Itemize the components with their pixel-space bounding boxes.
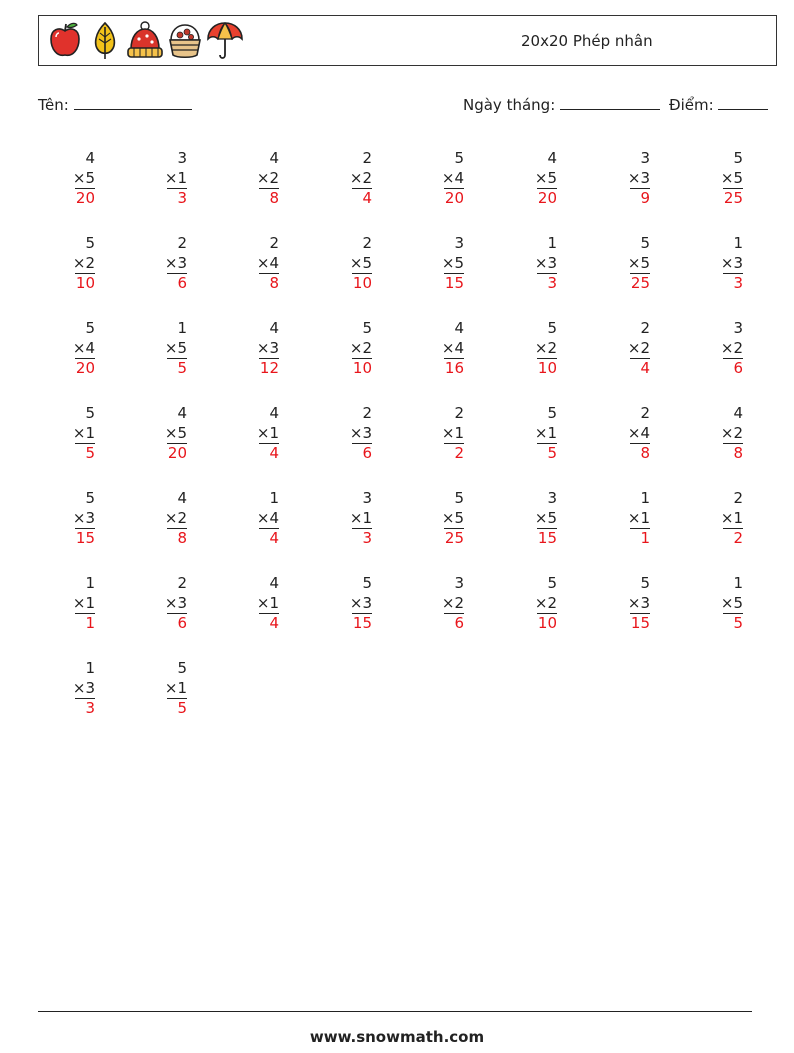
multiplicand: 2 [177,574,187,592]
multiplicand: 5 [733,149,743,167]
multiplicand: 2 [733,489,743,507]
product-answer: 3 [167,188,187,207]
multiplier: ×2 [349,168,372,187]
problem-item [517,404,557,462]
product-answer: 8 [259,273,279,292]
problem-item [55,404,95,462]
multiplicand: 5 [547,319,557,337]
multiplier: ×5 [534,168,557,187]
multiplicand: 3 [733,319,743,337]
multiplier: ×4 [256,253,279,272]
product-answer: 4 [259,613,279,632]
product-answer: 6 [723,358,743,377]
multiplier: ×2 [256,168,279,187]
multiplicand: 5 [640,234,650,252]
multiplier: ×2 [164,508,187,527]
multiplicand: 2 [362,149,372,167]
multiplicand: 1 [640,489,650,507]
multiplier: ×3 [164,593,187,612]
multiplicand: 2 [454,404,464,422]
multiplicand: 4 [547,149,557,167]
product-answer: 10 [352,359,372,377]
problem-item [55,319,95,377]
product-answer: 6 [167,613,187,632]
multiplicand: 4 [269,149,279,167]
multiplier: ×3 [72,678,95,697]
problem-item [55,659,95,717]
problem-item [610,489,650,547]
problem-item [424,489,464,547]
multiplier: ×1 [72,593,95,612]
multiplier: ×3 [627,593,650,612]
product-answer: 9 [630,188,650,207]
multiplicand: 5 [85,319,95,337]
problem-item [610,234,650,292]
multiplier: ×5 [72,168,95,187]
product-answer: 8 [723,443,743,462]
multiplier: ×4 [256,508,279,527]
product-answer: 2 [723,528,743,547]
product-answer: 10 [352,274,372,292]
product-answer: 5 [167,698,187,717]
multiplier: ×5 [720,593,743,612]
multiplier: ×1 [349,508,372,527]
problem-item [517,319,557,377]
multiplicand: 4 [454,319,464,337]
product-answer: 6 [167,273,187,292]
multiplier: ×1 [441,423,464,442]
multiplier: ×4 [441,338,464,357]
problem-item [424,319,464,377]
product-answer: 5 [537,443,557,462]
problem-item [55,234,95,292]
product-answer: 15 [630,614,650,632]
product-answer: 15 [444,274,464,292]
problem-item [239,319,279,377]
product-answer: 15 [537,529,557,547]
multiplicand: 2 [362,404,372,422]
multiplier: ×2 [720,423,743,442]
multiplier: ×3 [349,423,372,442]
multiplier: ×5 [720,168,743,187]
product-answer: 15 [352,614,372,632]
multiplier: ×2 [720,338,743,357]
multiplicand: 5 [454,149,464,167]
product-answer: 10 [537,359,557,377]
product-answer: 25 [723,189,743,207]
multiplicand: 5 [547,404,557,422]
multiplicand: 5 [85,234,95,252]
product-answer: 6 [352,443,372,462]
product-answer: 3 [537,273,557,292]
problem-item [239,489,279,547]
multiplicand: 1 [733,574,743,592]
product-answer: 25 [630,274,650,292]
product-answer: 4 [630,358,650,377]
multiplicand: 5 [177,659,187,677]
multiplier: ×4 [441,168,464,187]
product-answer: 8 [630,443,650,462]
multiplicand: 4 [269,574,279,592]
multiplicand: 1 [269,489,279,507]
product-answer: 1 [630,528,650,547]
multiplier: ×5 [164,338,187,357]
multiplicand: 4 [269,319,279,337]
problem-item [239,404,279,462]
multiplicand: 4 [177,404,187,422]
product-answer: 12 [259,359,279,377]
multiplier: ×5 [164,423,187,442]
product-answer: 3 [75,698,95,717]
multiplier: ×1 [627,508,650,527]
multiplier: ×3 [164,253,187,272]
multiplier: ×4 [72,338,95,357]
multiplicand: 5 [85,404,95,422]
problem-item [517,149,557,207]
multiplier: ×5 [349,253,372,272]
multiplicand: 2 [362,234,372,252]
multiplier: ×3 [349,593,372,612]
product-answer: 5 [167,358,187,377]
product-answer: 10 [75,274,95,292]
multiplicand: 2 [640,319,650,337]
problem-item [332,404,372,462]
footer-site[interactable]: www.snowmath.com [309,1028,485,1046]
problem-item [147,489,187,547]
product-answer: 2 [444,443,464,462]
product-answer: 16 [444,359,464,377]
multiplier: ×2 [349,338,372,357]
product-answer: 15 [75,529,95,547]
product-answer: 20 [167,444,187,462]
multiplier: ×3 [534,253,557,272]
problem-item [332,234,372,292]
date-label: Ngày tháng: [463,96,556,114]
problem-item [517,574,557,632]
problem-item [147,149,187,207]
multiplicand: 3 [454,234,464,252]
multiplicand: 1 [85,659,95,677]
problem-item [424,574,464,632]
multiplicand: 4 [177,489,187,507]
worksheet-title: 20x20 Phép nhân [521,32,653,50]
multiplicand: 1 [733,234,743,252]
multiplicand: 1 [85,574,95,592]
problem-item [147,404,187,462]
multiplicand: 5 [362,319,372,337]
multiplicand: 3 [640,149,650,167]
product-answer: 1 [75,613,95,632]
problem-item [610,404,650,462]
multiplier: ×1 [256,593,279,612]
problem-item [424,234,464,292]
product-answer: 4 [259,528,279,547]
problem-item [703,404,743,462]
multiplier: ×3 [72,508,95,527]
problem-item [332,149,372,207]
problem-item [424,149,464,207]
footer-divider [38,1011,752,1012]
product-answer: 5 [75,443,95,462]
multiplier: ×1 [164,168,187,187]
product-answer: 10 [537,614,557,632]
problem-item [703,234,743,292]
multiplier: ×1 [164,678,187,697]
problem-item [239,574,279,632]
product-answer: 4 [259,443,279,462]
problem-item [147,234,187,292]
problem-item [610,319,650,377]
problem-item [332,319,372,377]
product-answer: 20 [75,189,95,207]
product-answer: 20 [537,189,557,207]
problem-item [239,149,279,207]
multiplicand: 4 [85,149,95,167]
problem-item [55,574,95,632]
problem-item [703,574,743,632]
problem-item [517,489,557,547]
problem-item [55,489,95,547]
problem-item [147,319,187,377]
problem-item [424,404,464,462]
multiplicand: 2 [177,234,187,252]
product-answer: 8 [167,528,187,547]
problem-item [517,234,557,292]
multiplicand: 3 [454,574,464,592]
multiplicand: 5 [640,574,650,592]
problem-item [610,149,650,207]
multiplier: ×2 [627,338,650,357]
multiplier: ×3 [256,338,279,357]
multiplicand: 5 [454,489,464,507]
multiplicand: 1 [177,319,187,337]
product-answer: 5 [723,613,743,632]
multiplier: ×1 [256,423,279,442]
multiplier: ×4 [627,423,650,442]
multiplier: ×1 [72,423,95,442]
product-answer: 8 [259,188,279,207]
multiplier: ×1 [720,508,743,527]
multiplicand: 2 [640,404,650,422]
problem-item [332,489,372,547]
multiplicand: 3 [362,489,372,507]
multiplicand: 5 [547,574,557,592]
multiplicand: 4 [269,404,279,422]
multiplicand: 3 [177,149,187,167]
product-answer: 20 [75,359,95,377]
multiplicand: 3 [547,489,557,507]
problem-item [703,149,743,207]
multiplier: ×3 [627,168,650,187]
problem-item [332,574,372,632]
multiplier: ×3 [720,253,743,272]
multiplicand: 1 [547,234,557,252]
problem-item [147,659,187,717]
problem-item [147,574,187,632]
multiplicand: 2 [269,234,279,252]
multiplier: ×2 [441,593,464,612]
multiplier: ×5 [627,253,650,272]
problem-item [239,234,279,292]
multiplier: ×2 [534,338,557,357]
score-label: Điểm: [669,96,714,114]
multiplicand: 4 [733,404,743,422]
multiplicand: 5 [362,574,372,592]
product-answer: 3 [352,528,372,547]
name-label: Tên: [38,96,69,114]
multiplier: ×1 [534,423,557,442]
problem-item [703,489,743,547]
problem-item [55,149,95,207]
problem-item [610,574,650,632]
product-answer: 20 [444,189,464,207]
problem-item [703,319,743,377]
multiplier: ×2 [72,253,95,272]
multiplier: ×5 [441,508,464,527]
multiplier: ×2 [534,593,557,612]
product-answer: 6 [444,613,464,632]
product-answer: 3 [723,273,743,292]
product-answer: 4 [352,188,372,207]
multiplicand: 5 [85,489,95,507]
multiplier: ×5 [441,253,464,272]
product-answer: 25 [444,529,464,547]
multiplier: ×5 [534,508,557,527]
